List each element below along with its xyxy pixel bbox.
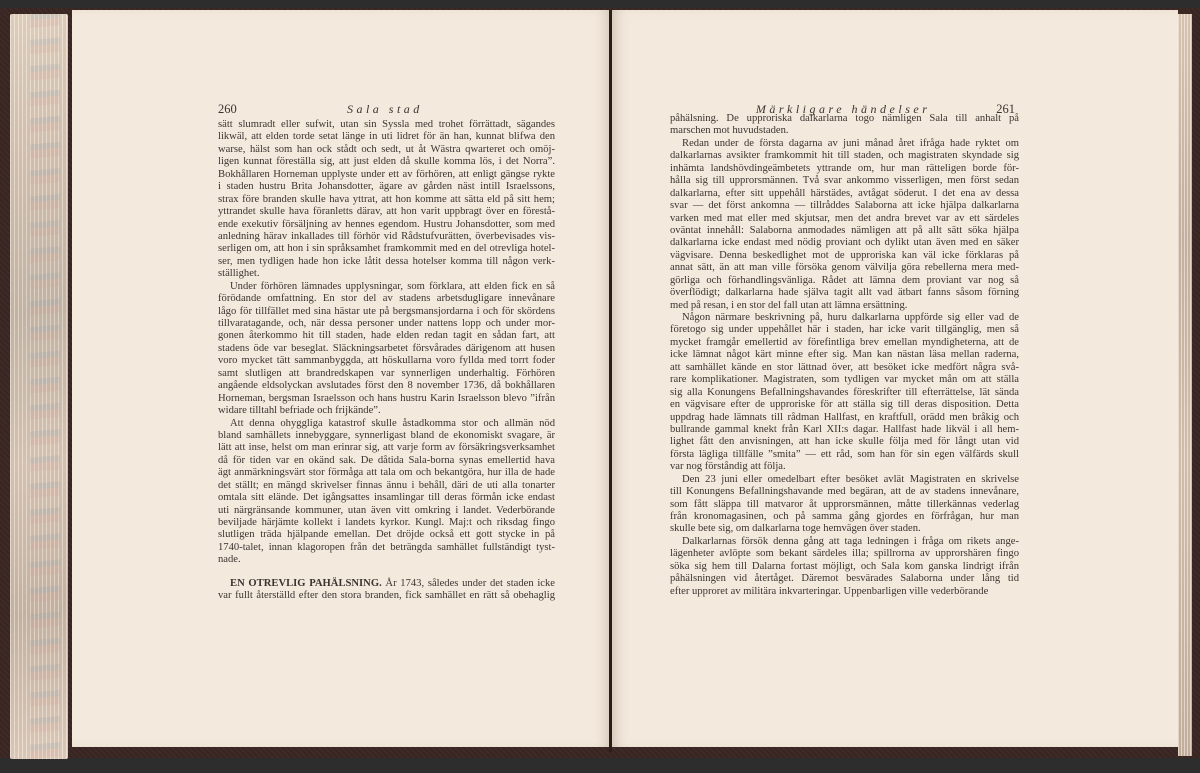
text-line: Att denna ohyggliga katastrof skulle åstadkomma stor och allmän nöd (230, 417, 555, 429)
section-spacer (218, 567, 555, 578)
text-line: vägvisare. Denna beskedlighet mot de upproriska kan väl icke förklaras på (670, 249, 1019, 261)
text-line: samt slutligen att brandredskapen var synnerligen underhaltig. Förhören (218, 367, 555, 379)
text-line: anledning härav inkallades till förhör vid Rådstufvurätten, överbevisades vis- (218, 230, 555, 242)
text-line: varken med mat eller med skjutsar, men det andra brevet var av ett särdeles (670, 212, 1019, 224)
text-line: warse, hälst som han ock stådt och sedt, ut åt Wästra qwarteret och omöj- (218, 143, 555, 155)
text-line: omtala sitt elände. Det igångsattes insamlingar till deras förmån icke endast (218, 492, 555, 504)
page-edges-right (1178, 14, 1192, 756)
text-line: Den 23 juni eller omedelbart efter besöket avlät Magistraten en skrivelse (682, 473, 1019, 485)
text-line: Horneman, bergsman Israelsson och hans hustru Karin Israelsson blevo ”ifrån (218, 392, 555, 404)
text-line: var nog förståndig att följa. (670, 461, 786, 473)
page-edges-left (10, 14, 68, 759)
right-running-title: Märkligare händelser (755, 102, 931, 116)
text-line: Under förhören lämnades upplysningar, som förklara, att elden fick en så (230, 280, 555, 292)
right-page-body (670, 113, 1019, 598)
paragraph (670, 312, 1019, 474)
text-line: företogo sig under uppehållet här i staden, har icke varit tillgänglig, men så (670, 324, 1019, 336)
text-line: widare tilltahl befriade och frijkände”. (218, 405, 381, 417)
text-line: oväntat innehåll: Salaborna anmodades nämligen att på allt sätt söka hjälpa (670, 224, 1019, 236)
text-line: dalkarlarna, efter sitt uppehåll härstädes, avtågat söderut. I det ena av dessa (670, 187, 1019, 199)
text-line: Någon närmare beskrivning på, huru dalkarlarna uppförde sig eller vad de (682, 312, 1019, 323)
text-line: efter upproret av militära inkvarteringar. Uppenbarligen ville vederbörande (670, 585, 989, 597)
text-line: ägt anmärkningsvärt stor förmåga att tala om och bekantgöra, hur illa de hade (218, 467, 555, 479)
text-line: annat sätt, än att man ville försöka genom välvilja göra rebellerna mera med- (670, 262, 1019, 274)
section-first-line (218, 578, 555, 590)
text-line: rare komplikationer. Magistraten, som tydligen var mycket mån om att ställa (670, 374, 1019, 386)
left-running-head (218, 102, 553, 117)
text-line: bullrande gammal knekt från Karl XII:s dagar. Hallfast hade likväl i all hem- (670, 423, 1019, 435)
book-gutter (609, 10, 612, 752)
text-line: stadens öde var beseglat. Släckningsarbetet försvårades därigenom att husen (218, 342, 555, 354)
text-line: dalkarlarnas avsikter framkommit hit till staden, och magistraten skyndade sig (670, 150, 1019, 162)
text-line: första lägliga tillfälle ”smita” — ett råd, som han för sin egen välfärds skull (670, 448, 1019, 460)
paragraph (670, 474, 1019, 536)
text-line: i staden hustru Brita Johansdotter, ägare av gården näst intill Israelssons, (218, 181, 555, 193)
text-line: uti närgränsande kommuner, utan även vitt omkring i landet. Vederbörande (218, 504, 555, 516)
text-line: tillvaratagande, och, när dessa personer under nattens lopp och under mor- (218, 318, 555, 329)
text-line: svar — det först ankomna — tillråddes Salaborna att icke hjälpa dalkarlarna (670, 200, 1019, 212)
text-line: att samhället kände en stor lättnad över, att besöket icke medfört några svå- (670, 361, 1019, 373)
text-line: påhälsning. De upproriska dalkarlarna togo nämligen Sala till anhalt på (670, 113, 1019, 124)
text-line: serligen om, att hon i sin språksamhet framkommit med en del otrevliga hotel- (218, 243, 555, 255)
text-line: beviljade härjämte kollekt i landets kyrkor. Kungl. Maj:t och riksdag fingo (218, 517, 555, 528)
text-line: 1740-talet, innan klagoropen från det beträngda samhället fullständigt tyst- (218, 541, 555, 553)
paragraph (670, 138, 1019, 312)
text-line: sätt slumradt eller sufwit, utan sin Syssla med trohet förrättadt, sägandes (218, 119, 555, 130)
text-line: till Konungens Befallningshavande med begäran, att de av stadens innevånare, (670, 486, 1019, 498)
paragraph (218, 418, 555, 567)
text-line: bland samhällets innebyggare, synnerligast bland de ekonomiskt svagare, är (218, 429, 555, 441)
text-line: från kronomagasinen, och på samma gång gjordes en förfrågan, hur man (670, 511, 1019, 522)
text-line: marschen mot huvudstaden. (670, 125, 789, 137)
text-line: mycket framgår emellertid av förefintliga brev emellan myndigheterna, att de (670, 336, 1019, 348)
paragraph (670, 113, 1019, 138)
text-line: söka sig hem till Dalarna fortast möjligt, och Sala kom ganska lindrigt ifrån (670, 560, 1019, 572)
text-line: likwäl, att elden torde setat länge in uti lidret för än han, kunnat blifwa den (218, 131, 555, 143)
text-line: inhämta landshövdingeämbetets yttrande om, hur man rätteligen borde för- (670, 162, 1019, 174)
text-line: med på resan, i en stor del fall utan att lämna ersättning. (670, 299, 908, 311)
left-page-number: 260 (218, 102, 237, 116)
left-page-body (218, 119, 555, 603)
text-line: ser, men tydligen hade hon icke låtit dessa hotelser komma till någon verk- (218, 255, 555, 267)
text-line: skulle bete sig, om dalkarlarna toge hemvägen över staden. (670, 523, 921, 535)
text-line: då för tiden var en okänd sak. De dåtida Sala-borna synas emellertid hava (218, 454, 555, 466)
text-line: påhälsningen vid återtåget. Däremot besvärades Salaborna under lång tid (670, 573, 1019, 585)
left-running-title: Sala stad (346, 102, 423, 116)
text-line: ligen kunnat föreställa sig, att just elden då skulle komma lös, i det Norra”. (218, 156, 555, 168)
text-line: yttrandet skulle hava föranletts därav, att hon varit uppbragt över en förestå- (218, 206, 555, 218)
text-line: lågo för tillfället med sina hästar ute på bergsmansjordarna i och för skördens (218, 305, 555, 317)
text-line: sig alla Konungens Befallningshavandes föreskrifter till efterrättelse, lät sända (670, 386, 1019, 398)
text-line: ende exekutiv försäljning av hennes egendom. Hustru Johansdotter, som med (218, 218, 555, 230)
text-line: Dalkarlarnas försök denna gång att taga ledningen i fråga om rikets ange- (682, 535, 1019, 547)
text-line: överflödigt; dalkarlarna hade själva tagit allt vad ätbart fanns såsom förning (670, 287, 1019, 299)
text-line: icke lämnat något kärt minne efter sig. Man kan nästan läsa mellan raderna, (670, 349, 1019, 361)
text-line: som fått släppa till matvaror åt upprorsmännen, måtte tillerkännas vederlag (670, 498, 1019, 510)
paragraph (218, 281, 555, 418)
text-line: strax före branden skulle hava yttrat, att hon komme att sätta eld på sitt hem; (218, 193, 555, 205)
text-line: lighet fått den anvisningen, att han icke skulle följa med för långt utan vid (670, 436, 1019, 448)
text-line: nade. (218, 554, 241, 566)
section-text: År 1743, således under det staden icke (381, 577, 555, 589)
text-line: gonen återkommo hit till staden, hade elden redan tagit en sådan fart, att (218, 330, 555, 342)
text-line: dalkarlarna icke endast med nödig proviant och dylikt utan även med en säker (670, 237, 1019, 249)
text-line: lägenheter avlöpte som bekant särdeles illa; spillrorna av upprorshären fingo (670, 548, 1019, 560)
text-line: en vägvisare efter de upproriske för att ställa sig till deras disposition. Detta (670, 399, 1019, 411)
text-line: var fullt återställd efter den stora branden, fick samhället en rätt så obehaglig (218, 590, 555, 602)
right-page-number: 261 (996, 102, 1015, 116)
text-line: uppdrag hade lämnats till rådman Hallfast, en kraftfull, orädd men bråkig och (670, 411, 1019, 423)
text-line: görliga och förhandlingsvänliga. Rådet att lämna dem proviant var nog så (670, 274, 1019, 286)
text-line: Bokhållaren Horneman upplyste under ett av förhören, att enligt gängse rykte (218, 168, 555, 180)
text-line: voro mycket tätt sammanbyggda, att höskullarna voro fyllda med torrt foder (218, 355, 555, 367)
text-line: lätt att inse, helst om man erinrar sig, att varje form av försäkringsverksamhet (218, 442, 555, 454)
paragraph (218, 119, 555, 281)
text-line: Redan under de första dagarna av juni månad året ifråga hade ryktet om (682, 137, 1019, 149)
text-line: det ställt; en mängd skrivelser finnas ännu i behåll, däri de uti alla tonarter (218, 479, 555, 491)
text-line: förödande omfattning. En stor del av stadens arbetsdugligare innevånare (218, 293, 555, 305)
text-line: ställighet. (218, 268, 260, 280)
text-line: angående eldsolyckan avslutades först den 8 november 1736, då bokhållaren (218, 380, 555, 392)
section-heading: EN OTREVLIG PAHÄLSNING. (230, 577, 382, 589)
text-line: hålla sig till upprorsmännen. Två svar ankommo visserligen, men först sedan (670, 175, 1019, 187)
text-line: slutligen träda hjälpande emellan. Det dröjde också ett gott stycke in på (218, 529, 555, 541)
paragraph (670, 536, 1019, 598)
